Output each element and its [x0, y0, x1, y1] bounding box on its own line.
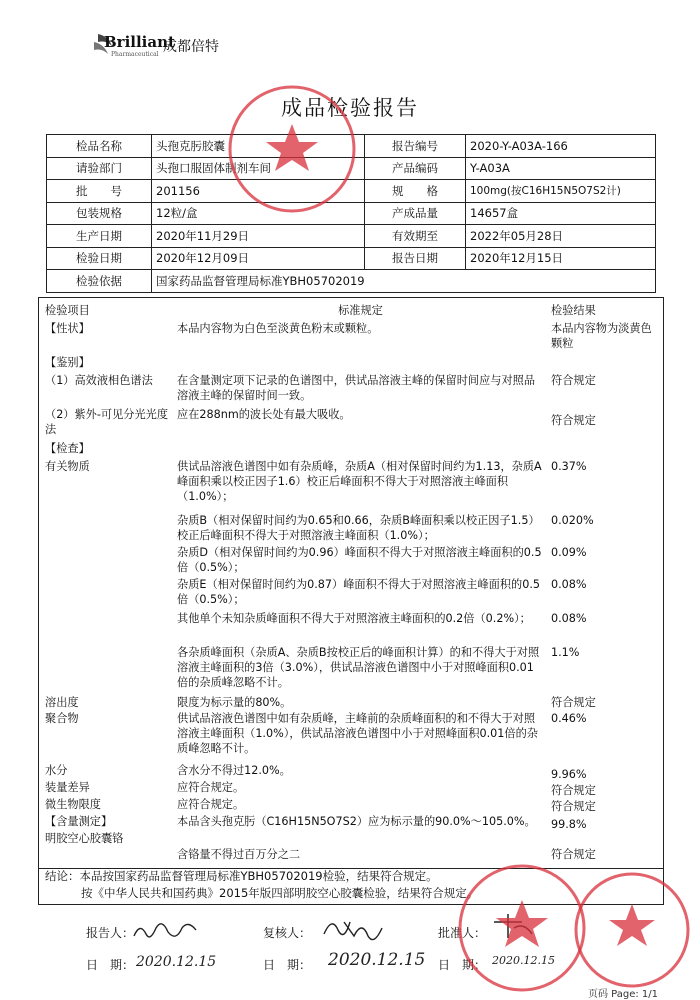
- package-value: 12粒/盒: [152, 202, 365, 225]
- row-result: 符合规定: [551, 374, 596, 387]
- spec-value: 100mg(按C16H15N5O7S2计): [466, 180, 656, 203]
- row-result: 0.09%: [551, 546, 587, 559]
- page-number: 页码 Page: 1/1: [587, 989, 658, 1000]
- qty-label: 产成品量: [365, 202, 466, 225]
- row-standard: 限度为标示量的80%。: [177, 696, 292, 709]
- row-standard: 本品内容物为白色至淡黄色粉末或颗粒。: [177, 322, 379, 335]
- row-item: 明胶空心胶囊铬: [45, 832, 124, 845]
- expiry-value: 2022年05月28日: [466, 225, 656, 248]
- row-standard: 应符合规定。: [177, 798, 245, 811]
- column-header-standard: 标准规定: [338, 304, 383, 317]
- code-value: Y-A03A: [466, 157, 656, 180]
- row-standard: 供试品溶液色谱图中如有杂质峰，主峰前的杂质峰面积的和不得大于对照溶液主峰面积（1.0%），供试品溶液色谱图中小于对照峰面积0.01倍的杂质峰忽略不计。: [177, 712, 538, 755]
- row-standard: 在含量测定项下记录的色谱图中，供试品溶液主峰的保留时间应与对照品溶液主峰的保留时间一致。: [177, 374, 536, 402]
- row-result: 99.8%: [551, 818, 587, 831]
- test-date-value: 2020年12月09日: [152, 247, 365, 270]
- row-result: 0.37%: [551, 460, 587, 473]
- row-result: 0.020%: [551, 514, 594, 527]
- row-result: 本品内容物为淡黄色颗粒: [551, 322, 652, 350]
- row-result: 符合规定: [551, 414, 596, 427]
- expiry-label: 有效期至: [365, 225, 466, 248]
- date-value-1: 2020.12.15: [136, 954, 217, 970]
- row-item: 聚合物: [45, 712, 79, 725]
- qc-seal-stamp: [570, 868, 695, 993]
- batch-label: 批 号: [47, 180, 152, 203]
- date-value-3: 2020.12.15: [492, 954, 555, 967]
- reporter-label: 报告人：: [86, 926, 135, 940]
- report-title: 成品检验报告: [281, 96, 419, 120]
- row-result: 0.08%: [551, 612, 587, 625]
- basis-value: 国家药品监督管理局标准YBH05702019: [152, 270, 656, 293]
- row-standard: 含水分不得过12.0%。: [177, 764, 291, 777]
- date-value-2: 2020.12.15: [328, 950, 426, 970]
- row-item: 【鉴别】: [45, 356, 90, 369]
- product-name-label: 检品名称: [47, 135, 152, 158]
- dept-value: 头孢口服固体制剂车间: [152, 157, 365, 180]
- reporter-signature: [130, 918, 210, 944]
- report-date-value: 2020年12月15日: [466, 247, 656, 270]
- qty-value: 14657盒: [466, 202, 656, 225]
- row-standard: 供试品溶液色谱图中如有杂质峰，杂质A（相对保留时间约为1.13，杂质A峰面积乘以校正因子1.6）校正后峰面积不得大于对照溶液主峰面积（1.0%）；: [177, 460, 542, 503]
- row-item: 【含量测定】: [45, 815, 113, 828]
- code-label: 产品编码: [365, 157, 466, 180]
- row-standard: 本品含头孢克肟（C16H15N5O7S2）应为标示量的90.0%～105.0%。: [177, 815, 536, 828]
- row-standard: 应在288nm的波长处有最大吸收。: [177, 408, 351, 421]
- date-label-2: 日 期：: [263, 958, 312, 972]
- column-header-result: 检验结果: [551, 304, 596, 317]
- conclusion-line-1: 结论：本品按国家药品监督管理局标准YBH05702019检验，结果符合规定。: [45, 869, 438, 883]
- row-item: （2）紫外-可见分光光度法: [45, 408, 169, 436]
- row-item: 【检查】: [45, 442, 90, 455]
- row-result: 0.46%: [551, 712, 587, 725]
- spec-label: 规 格: [365, 180, 466, 203]
- row-result: 符合规定: [551, 696, 596, 709]
- company-seal-stamp: [225, 82, 360, 217]
- basis-label: 检验依据: [47, 270, 152, 293]
- row-item: 溶出度: [45, 696, 79, 709]
- date-label-1: 日 期：: [86, 958, 135, 972]
- row-item: 微生物限度: [45, 798, 101, 811]
- row-standard: 杂质B（相对保留时间约为0.65和0.66，杂质B峰面积乘以校正因子1.5）校正后峰面积不得大于对照溶液主峰面积（1.0%）；: [177, 514, 540, 542]
- row-standard: 应符合规定。: [177, 781, 245, 794]
- row-item: 有关物质: [45, 460, 90, 473]
- row-result: 1.1%: [551, 646, 580, 659]
- results-section: [38, 297, 664, 869]
- reviewer-signature: [320, 914, 386, 942]
- row-standard: 含铬量不得过百万分之二: [177, 848, 301, 861]
- row-result: 9.96%: [551, 768, 587, 781]
- logo-subtext: Pharmaceutical: [111, 51, 159, 58]
- report-no-label: 报告编号: [365, 135, 466, 158]
- row-item: 【性状】: [45, 322, 90, 335]
- reviewer-label: 复核人：: [263, 926, 312, 940]
- date-label-3: 日 期：: [438, 958, 487, 972]
- row-result: 符合规定: [551, 848, 596, 861]
- row-standard: 各杂质峰面积（杂质A、杂质B按校正后的峰面积计算）的和不得大于对照溶液主峰面积的3倍（3.0%），供试品溶液色谱图中小于对照峰面积0.01倍的杂质峰忽略不计。: [177, 646, 540, 689]
- row-result: 符合规定: [551, 784, 596, 797]
- mfg-date-value: 2020年11月29日: [152, 225, 365, 248]
- logo-text: Brilliant: [104, 33, 175, 51]
- mfg-date-label: 生产日期: [47, 225, 152, 248]
- test-date-label: 检验日期: [47, 247, 152, 270]
- row-standard: 其他单个未知杂质峰面积不得大于对照溶液主峰面积的0.2倍（0.2%）；: [177, 612, 531, 625]
- row-result: 符合规定: [551, 800, 596, 813]
- row-item: 装量差异: [45, 781, 90, 794]
- package-label: 包装规格: [47, 202, 152, 225]
- approver-label: 批准人：: [438, 926, 487, 940]
- row-item: （1）高效液相色谱法: [45, 374, 153, 387]
- row-result: 0.08%: [551, 578, 587, 591]
- row-standard: 杂质E（相对保留时间约为0.87）峰面积不得大于对照溶液主峰面积的0.5倍（0.5%）；: [177, 578, 541, 606]
- report-no-value: 2020-Y-A03A-166: [466, 135, 656, 158]
- conclusion-line-2: 按《中华人民共和国药典》2015年版四部明胶空心胶囊检验，结果符合规定。: [81, 886, 479, 900]
- product-name-value: 头孢克肟胶囊: [152, 135, 365, 158]
- row-item: 水分: [45, 764, 68, 777]
- report-date-label: 报告日期: [365, 247, 466, 270]
- column-header-item: 检验项目: [45, 304, 90, 317]
- dept-label: 请验部门: [47, 157, 152, 180]
- row-standard: 杂质D（相对保留时间约为0.96）峰面积不得大于对照溶液主峰面积的0.5倍（0.5%）；: [177, 546, 542, 574]
- logo-chinese-name: 成都倍特: [163, 39, 219, 55]
- batch-value: 201156: [152, 180, 365, 203]
